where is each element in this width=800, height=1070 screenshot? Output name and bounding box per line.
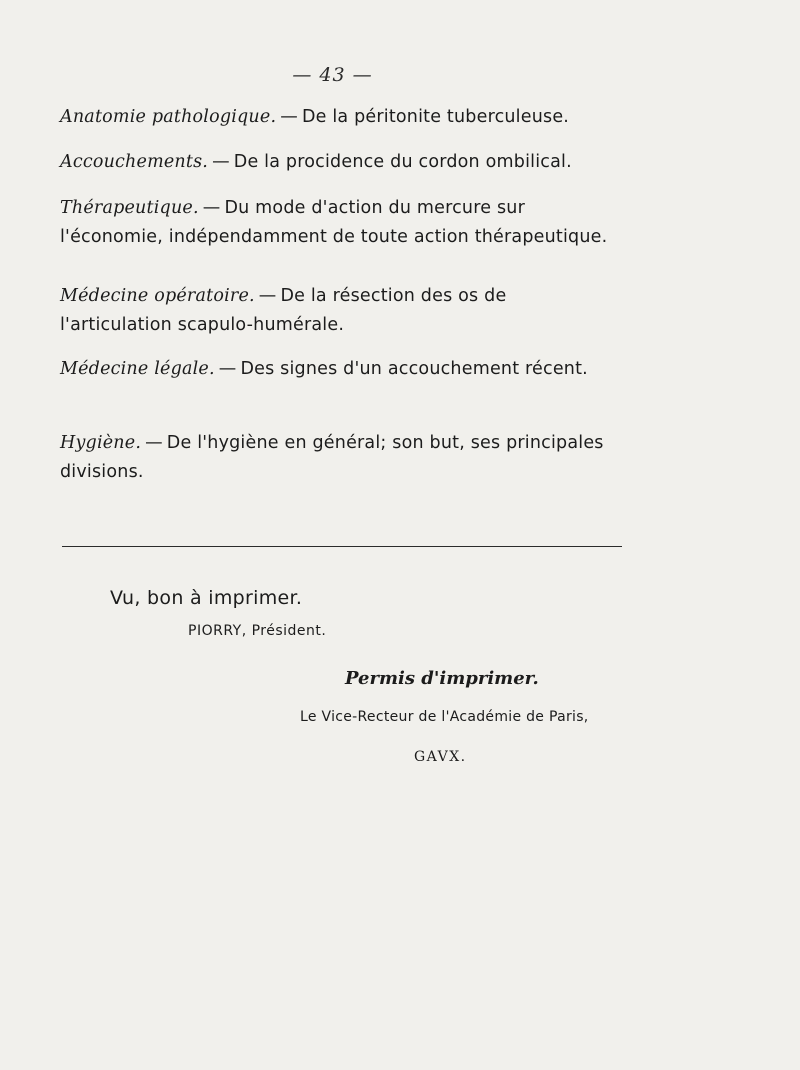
page-number: — 43 — [292, 64, 373, 86]
entry-label: Accouchements. [60, 152, 209, 172]
entry-dash: — [212, 152, 230, 172]
vice-recteur-line: Le Vice-Recteur de l'Académie de Paris, [300, 709, 589, 725]
entry-medecine-operatoire [60, 282, 620, 340]
entry-text: De la péritonite tuberculeuse. [301, 107, 570, 127]
entry-hygiene [60, 429, 620, 487]
entry-dash: — [258, 286, 277, 306]
entry-label: Thérapeutique. [60, 198, 199, 218]
approval-statement: Vu, bon à imprimer. [110, 587, 303, 609]
permis-title: Permis d'imprimer. [345, 668, 539, 689]
entry-label: Hygiène. [60, 433, 142, 453]
entry-dash: — [218, 359, 237, 379]
recteur-signature: GAVX. [414, 749, 467, 765]
president-signature: PIORRY, Président. [188, 623, 327, 639]
entry-text: Du mode d'action du mercure sur l'économie, indépendamment de toute action thérapeutique. [60, 198, 608, 247]
entry-accouchements [60, 148, 620, 177]
entry-anatomie-pathologique [60, 103, 620, 132]
horizontal-rule [62, 546, 622, 547]
entry-dash: — [202, 198, 221, 218]
entry-medecine-legale [60, 355, 620, 384]
entry-dash: — [145, 433, 163, 453]
entry-label: Anatomie pathologique. [60, 107, 277, 127]
entry-text: De l'hygiène en général; son but, ses principales divisions. [60, 433, 604, 482]
entry-text: De la procidence du cordon ombilical. [233, 152, 572, 172]
entry-label: Médecine opératoire. [60, 286, 255, 306]
entry-text: Des signes d'un accouchement récent. [240, 359, 588, 379]
entry-label: Médecine légale. [60, 359, 215, 379]
entry-dash: — [280, 107, 298, 127]
entry-therapeutique [60, 194, 620, 252]
entry-text: De la résection des os de l'articulation scapulo-humérale. [60, 286, 507, 335]
